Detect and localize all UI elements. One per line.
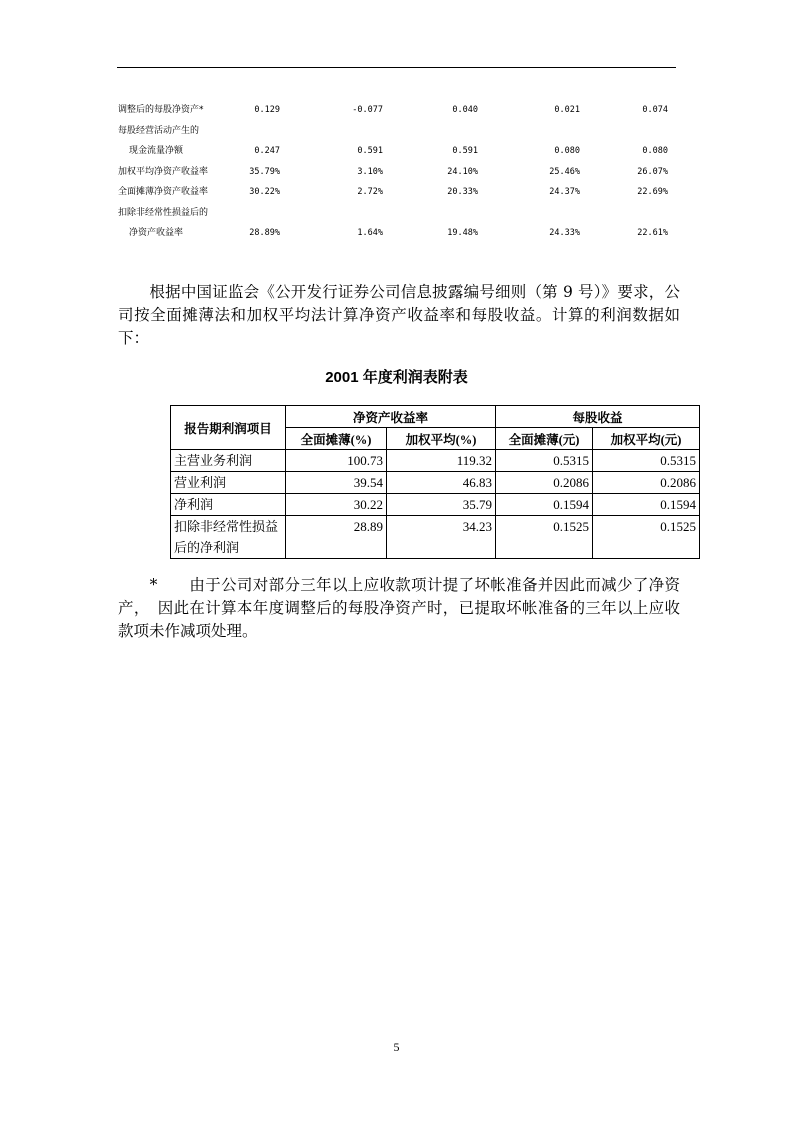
- summary-value: 20.33%: [447, 187, 478, 197]
- page-number: 5: [393, 1040, 400, 1054]
- summary-value: -0.077: [352, 105, 383, 115]
- summary-row: [118, 121, 678, 142]
- summary-value: 0.247: [254, 146, 280, 156]
- table-title: 2001 年度利润表附表: [325, 369, 468, 386]
- summary-value: 25.46%: [549, 166, 580, 177]
- cell-value: 0.5315: [593, 450, 700, 472]
- summary-label: 全面摊薄净资产收益率: [118, 187, 209, 197]
- table-row: [171, 450, 700, 472]
- summary-label: 加权平均净资产收益率: [118, 166, 209, 177]
- summary-label: 净资产收益率: [129, 228, 184, 238]
- summary-value: 0.080: [554, 146, 580, 156]
- cell-value: 39.54: [286, 472, 387, 494]
- cell-value: 34.23: [387, 516, 496, 559]
- summary-value: 3.10%: [357, 166, 383, 177]
- subheader: 全面摊薄(元): [496, 428, 593, 450]
- summary-value: 24.37%: [549, 187, 580, 197]
- cell-value: 46.83: [387, 472, 496, 494]
- group-header-eps: 每股收益: [496, 406, 700, 428]
- table-row: [171, 494, 700, 516]
- summary-value: 0.021: [554, 105, 580, 115]
- summary-label: 调整后的每股净资产*: [118, 105, 204, 115]
- summary-value: 0.074: [642, 105, 668, 115]
- subheader: 全面摊薄(%): [286, 428, 387, 450]
- summary-value: 0.591: [357, 146, 383, 156]
- cell-value: 0.2086: [496, 472, 593, 494]
- summary-row: [118, 182, 678, 203]
- summary-value: 24.33%: [549, 228, 580, 238]
- summary-row: [118, 203, 678, 224]
- summary-value: 22.61%: [637, 228, 668, 238]
- row-label: 扣除非经常性损益后的净利润: [171, 516, 286, 559]
- cell-value: 0.5315: [496, 450, 593, 472]
- row-label: 营业利润: [171, 472, 286, 494]
- cell-value: 28.89: [286, 516, 387, 559]
- summary-value: 0.591: [452, 146, 478, 156]
- cell-value: 119.32: [387, 450, 496, 472]
- summary-value: 28.89%: [249, 228, 280, 238]
- cell-value: 0.1594: [496, 494, 593, 516]
- summary-row: [118, 223, 678, 244]
- summary-label: 现金流量净额: [129, 146, 184, 156]
- header-rule: [117, 67, 676, 68]
- cell-value: 100.73: [286, 450, 387, 472]
- summary-label: 每股经营活动产生的: [118, 125, 200, 136]
- table-row: [171, 516, 700, 559]
- summary-value: 0.129: [254, 105, 280, 115]
- summary-row: [118, 100, 678, 121]
- table-row: [171, 472, 700, 494]
- summary-value: 26.07%: [637, 166, 668, 177]
- summary-value: 30.22%: [249, 187, 280, 197]
- row-label: 主营业务利润: [171, 450, 286, 472]
- summary-value: 24.10%: [447, 166, 478, 177]
- row-label: 净利润: [171, 494, 286, 516]
- row-header: 报告期利润项目: [171, 406, 286, 450]
- cell-value: 30.22: [286, 494, 387, 516]
- cell-value: 0.1525: [496, 516, 593, 559]
- cell-value: 35.79: [387, 494, 496, 516]
- paragraph-intro: 根据中国证监会《公开发行证券公司信息披露编号细则（第 9 号）》要求，公司按全面摊薄法和加权平均法计算净资产收益率和每股收益。计算的利润数据如下：: [118, 283, 680, 347]
- cell-value: 0.2086: [593, 472, 700, 494]
- subheader: 加权平均(%): [387, 428, 496, 450]
- summary-value: 0.040: [452, 105, 478, 115]
- summary-value: 19.48%: [447, 228, 478, 238]
- footnote: * 由于公司对部分三年以上应收款项计提了坏帐准备并因此而减少了净资产， 因此在计算本年度调整后的每股净资产时，已提取坏帐准备的三年以上应收款项未作减项处理。: [118, 576, 680, 640]
- summary-value: 22.69%: [637, 187, 668, 197]
- summary-value: 2.72%: [357, 187, 383, 197]
- group-header-roe: 净资产收益率: [286, 406, 496, 428]
- cell-value: 0.1594: [593, 494, 700, 516]
- summary-value: 0.080: [642, 146, 668, 156]
- profit-table: [170, 405, 700, 559]
- summary-value: 35.79%: [249, 166, 280, 177]
- subheader: 加权平均(元): [593, 428, 700, 450]
- summary-label: 扣除非经常性损益后的: [118, 207, 209, 218]
- cell-value: 0.1525: [593, 516, 700, 559]
- summary-row: [118, 162, 678, 183]
- financial-summary: [118, 100, 678, 244]
- summary-value: 1.64%: [357, 228, 383, 238]
- summary-row: [118, 141, 678, 162]
